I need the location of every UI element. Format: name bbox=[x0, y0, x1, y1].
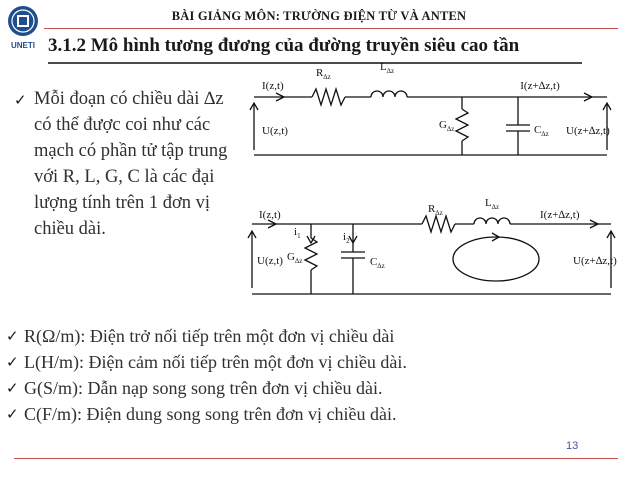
c2-c-label: C bbox=[370, 256, 378, 268]
c2-i1: i bbox=[294, 226, 298, 238]
check-icon: ✓ bbox=[6, 405, 19, 423]
inductor-l2 bbox=[474, 218, 510, 224]
c2-c-sub: ∆z bbox=[377, 262, 385, 270]
c1-i-out: I(z+∆z,t) bbox=[520, 80, 560, 92]
circuit-1 bbox=[250, 89, 611, 155]
c1-l-label: L bbox=[380, 61, 387, 73]
c2-g-sub: ∆z bbox=[294, 257, 303, 265]
resistor-r1 bbox=[312, 89, 345, 105]
svg-text:L∆z bbox=[380, 61, 394, 75]
left-bullet-text: Mỗi đoạn có chiều dài ∆z có thể được coi như các mạch có phần tử tập trung với R, L, G, C là các đại lượng tính trên 1 đơn vị chiều dài. bbox=[34, 89, 228, 239]
logo-text: UNETI bbox=[11, 41, 35, 50]
circuit-2 bbox=[248, 216, 615, 294]
c1-r-sub: ∆z bbox=[323, 73, 331, 81]
header-title: BÀI GIẢNG MÔN: TRƯỜNG ĐIỆN TỪ VÀ ANTEN bbox=[171, 9, 467, 23]
c1-l-sub: ∆z bbox=[386, 67, 395, 75]
svg-text:i1 bbox=[294, 226, 301, 240]
c1-c-sub: ∆z bbox=[541, 130, 549, 138]
footer-divider bbox=[14, 458, 618, 459]
c2-u-in: U(z,t) bbox=[257, 255, 283, 267]
svg-text:R∆z bbox=[428, 203, 443, 217]
bullet-text: R(Ω/m): Điện trở nối tiếp trên một đơn vị chiều dài bbox=[24, 326, 395, 346]
c2-r-label: R bbox=[428, 203, 436, 215]
c2-u-out: U(z+∆z,t) bbox=[573, 255, 617, 267]
slide-title: 3.1.2 Mô hình tương đương của đường truyền siêu cao tần bbox=[48, 35, 520, 56]
svg-text:L∆z bbox=[485, 197, 499, 211]
c1-g-label: G bbox=[439, 119, 447, 131]
inductor-l1 bbox=[371, 91, 407, 97]
c1-u-in: U(z,t) bbox=[262, 125, 288, 137]
loop-current-ellipse bbox=[453, 237, 539, 281]
c2-l-sub: ∆z bbox=[491, 203, 500, 211]
c2-l-label: L bbox=[485, 197, 492, 209]
bullet-text: C(F/m): Điện dung song song trên đơn vị chiều dài. bbox=[24, 404, 397, 424]
c2-r-sub: ∆z bbox=[435, 209, 443, 217]
bullet-text: G(S/m): Dẫn nạp song song trên đơn vị chiều dài. bbox=[24, 378, 383, 398]
c2-i-out: I(z+∆z,t) bbox=[540, 209, 580, 221]
bullet-item bbox=[6, 323, 626, 349]
c2-g-label: G bbox=[287, 251, 295, 263]
c2-i-in: I(z,t) bbox=[259, 209, 281, 221]
resistor-r2 bbox=[422, 216, 455, 232]
bullet-list bbox=[6, 323, 626, 427]
bullet-item bbox=[6, 349, 626, 375]
c1-c-label: C bbox=[534, 124, 542, 136]
c1-u-out: U(z+∆z,t) bbox=[566, 125, 610, 137]
bullet-text: L(H/m): Điện cảm nối tiếp trên một đơn vị chiều dài. bbox=[24, 352, 407, 372]
bullet-item bbox=[6, 401, 626, 427]
svg-text:C∆z bbox=[534, 124, 549, 138]
svg-text:G∆z bbox=[439, 119, 454, 133]
c2-i2: i bbox=[343, 231, 347, 243]
bullet-item bbox=[6, 375, 626, 401]
c1-r-label: R bbox=[316, 67, 324, 79]
svg-text:i2 bbox=[343, 231, 350, 245]
conductance-g1 bbox=[456, 109, 468, 141]
check-icon: ✓ bbox=[6, 327, 19, 345]
check-icon: ✓ bbox=[6, 379, 19, 397]
c2-i1-sub: 1 bbox=[297, 232, 301, 240]
page-number: 13 bbox=[566, 440, 579, 452]
check-icon: ✓ bbox=[14, 91, 27, 109]
check-icon: ✓ bbox=[6, 353, 19, 371]
c2-i2-sub: 2 bbox=[346, 237, 350, 245]
svg-text:R∆z bbox=[316, 67, 331, 81]
svg-text:C∆z bbox=[370, 256, 385, 270]
svg-text:G∆z bbox=[287, 251, 302, 265]
c1-g-sub: ∆z bbox=[446, 125, 455, 133]
c1-i-in: I(z,t) bbox=[262, 80, 284, 92]
